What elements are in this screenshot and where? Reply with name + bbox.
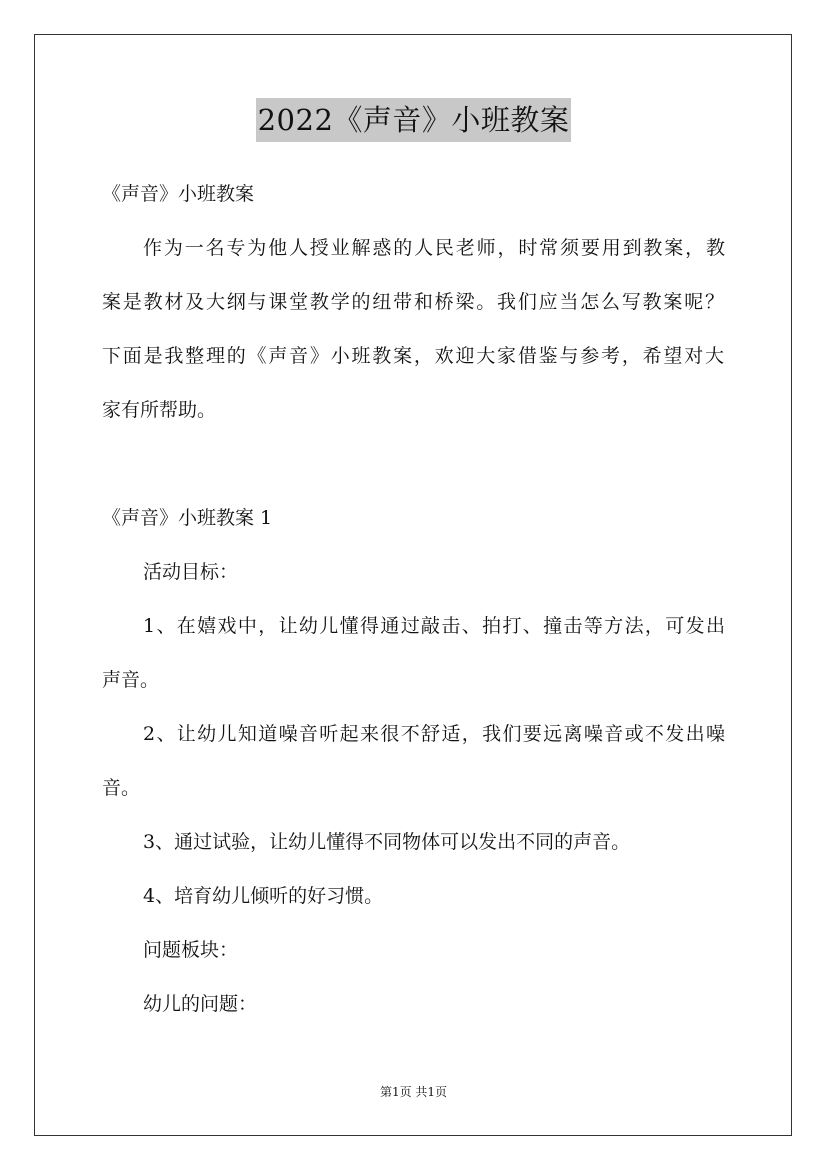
goal-line-6: 4、培育幼儿倾听的好习惯。: [143, 885, 384, 907]
intro-line-3: 下面是我整理的《声音》小班教案，欢迎大家借鉴与参考，希望对大: [102, 345, 724, 367]
intro-line-2: 案是教材及大纲与课堂教学的纽带和桥梁。我们应当怎么写教案呢？: [102, 291, 724, 313]
goals-heading: 活动目标：: [143, 561, 239, 583]
goal-line-5: 3、通过试验，让幼儿懂得不同物体可以发出不同的声音。: [143, 831, 631, 853]
document-subtitle: 《声音》小班教案: [102, 183, 255, 205]
child-problem-heading: 幼儿的问题：: [143, 993, 258, 1015]
document-title: 2022《声音》小班教案: [256, 98, 572, 142]
title-container: [0, 98, 827, 142]
goal-line-4: 音。: [102, 777, 141, 799]
intro-line-4: 家有所帮助。: [102, 399, 217, 421]
intro-line-1: 作为一名专为他人授业解惑的人民老师，时常须要用到教案，教: [143, 237, 725, 259]
section-title: 《声音》小班教案 1: [102, 507, 273, 529]
goal-line-3: 2、让幼儿知道噪音听起来很不舒适，我们要远离噪音或不发出噪: [143, 723, 725, 745]
problem-heading: 问题板块：: [143, 939, 239, 961]
page-footer: 第1页 共1页: [379, 1085, 448, 1099]
goal-line-1: 1、在嬉戏中，让幼儿懂得通过敲击、拍打、撞击等方法，可发出: [143, 615, 725, 637]
goal-line-2: 声音。: [102, 669, 160, 691]
